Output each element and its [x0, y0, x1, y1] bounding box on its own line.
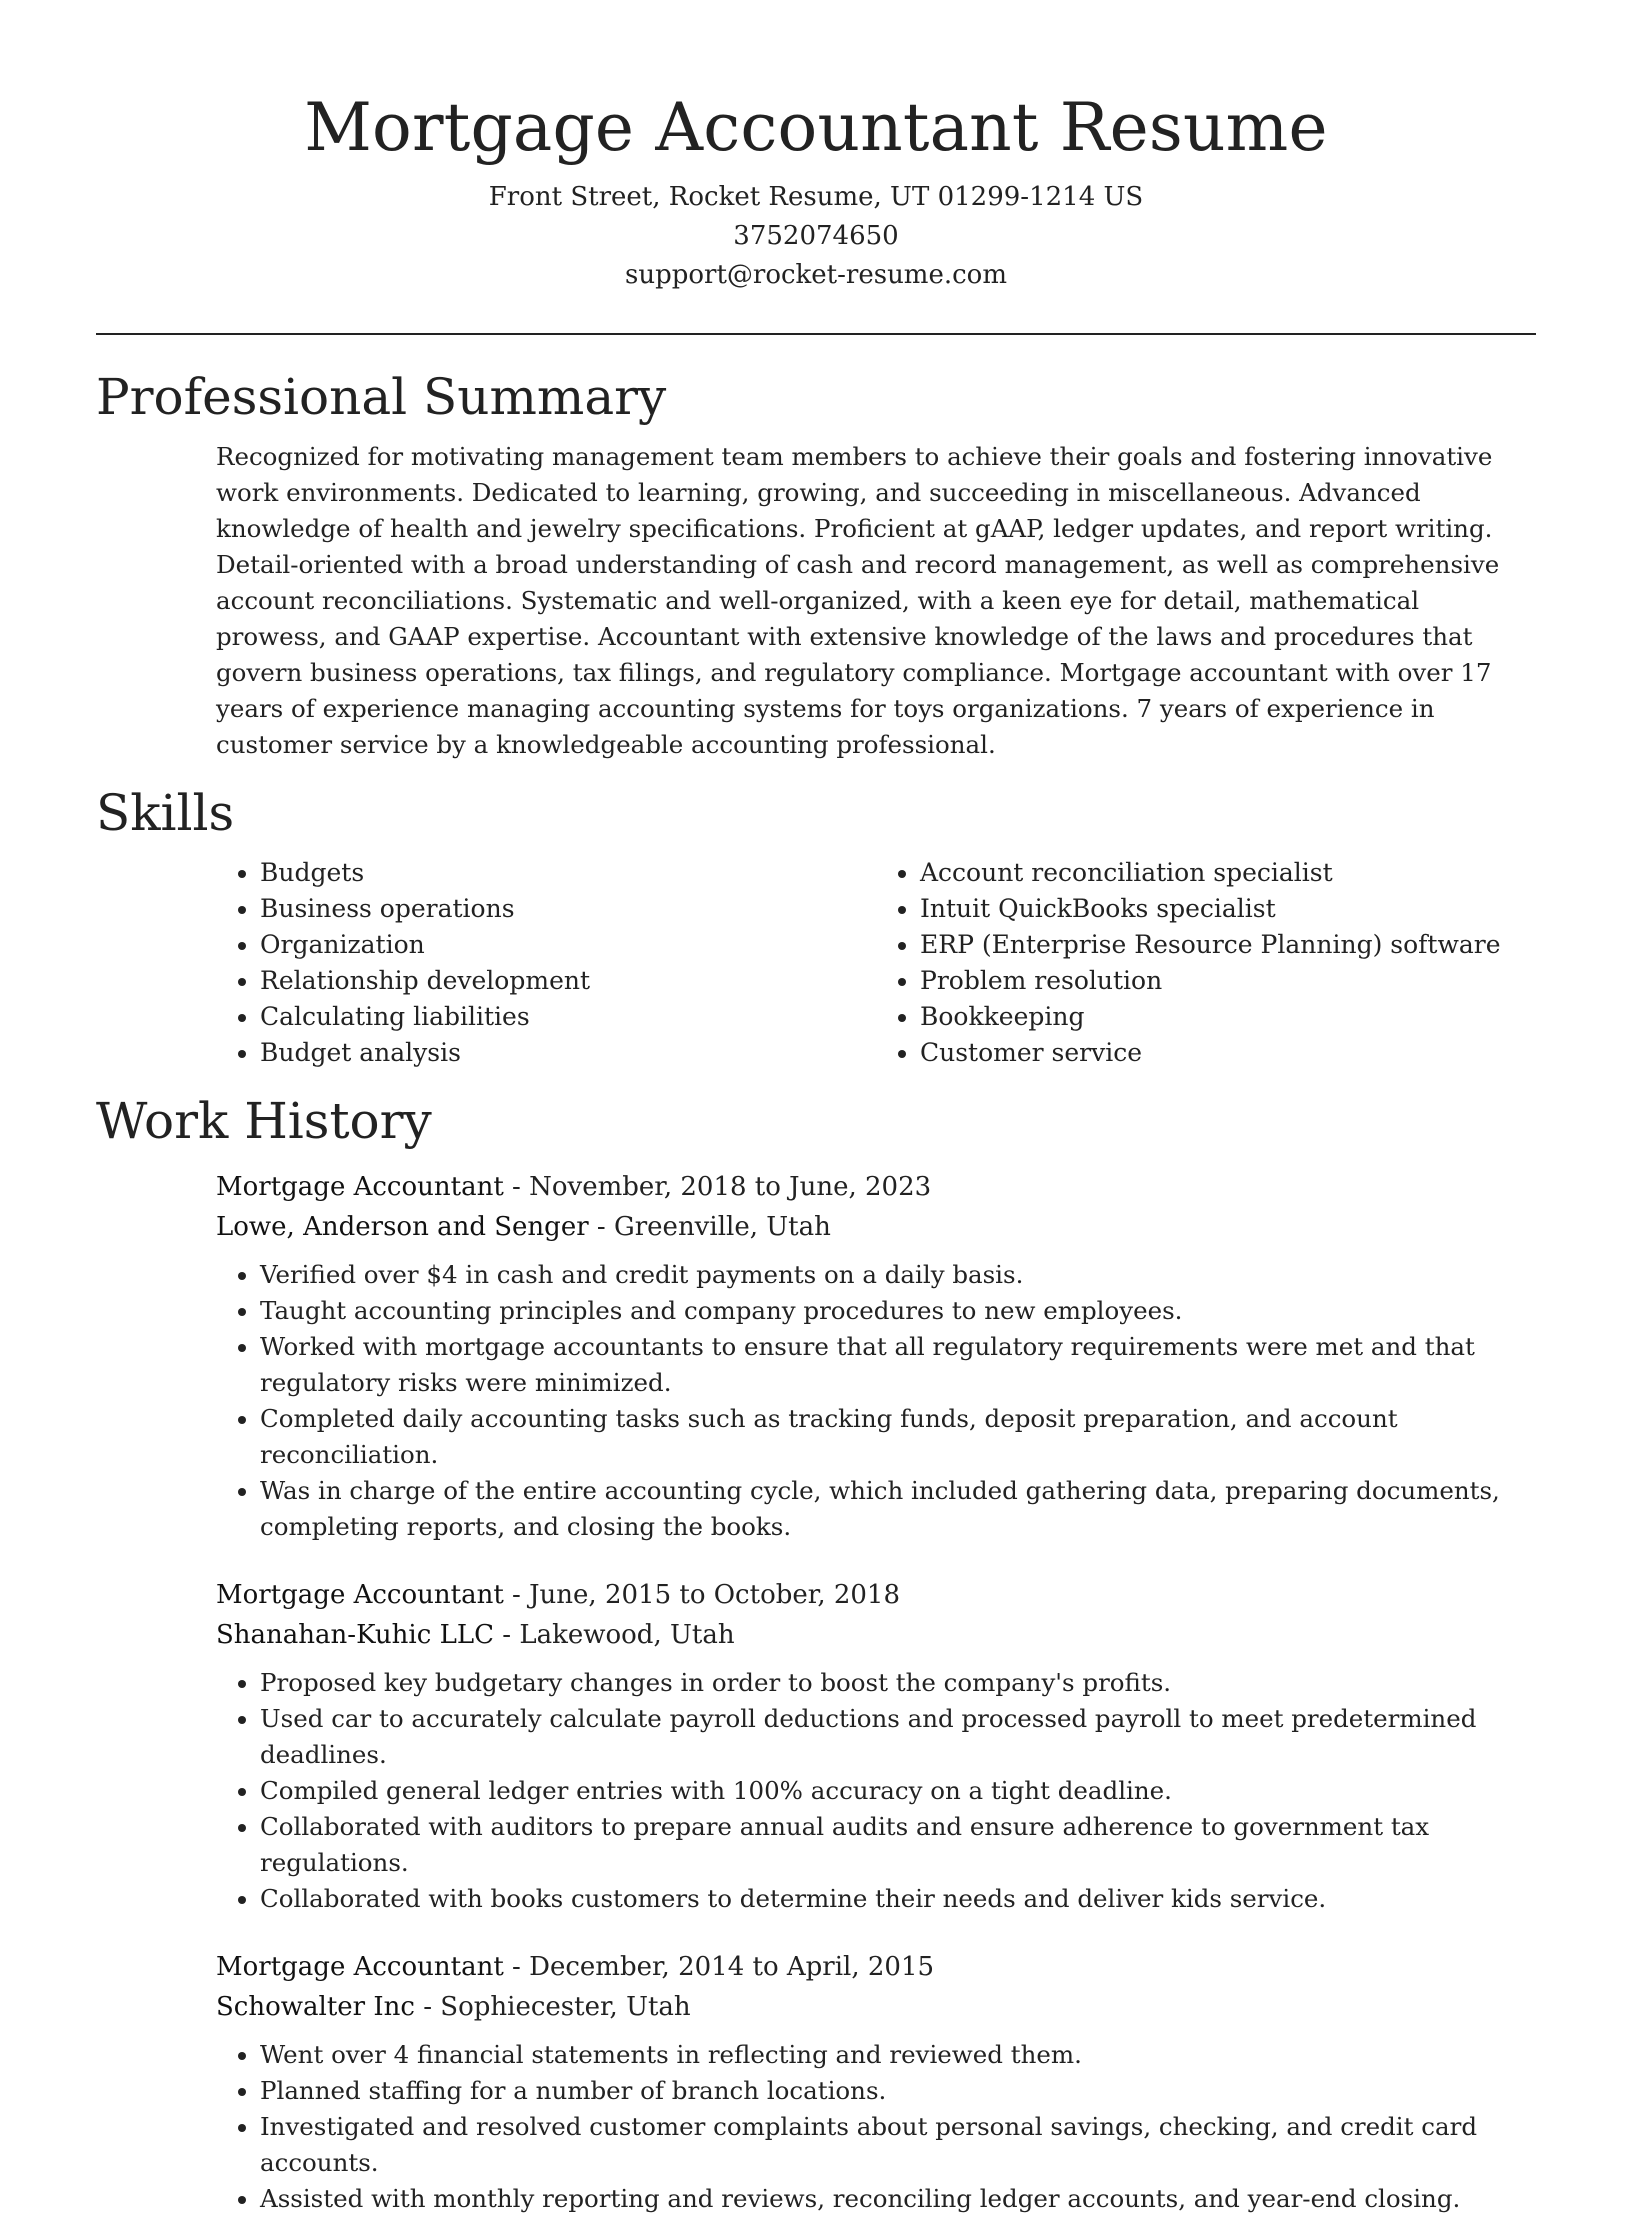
resume-title: Mortgage Accountant Resume — [304, 89, 1328, 166]
job-bullet: • Compiled general ledger entries with 100% accuracy on a tight deadline. — [260, 1773, 1536, 1809]
job-bullets — [216, 2037, 1536, 2217]
skill-item: • Relationship development — [260, 963, 876, 999]
job-bullet: • Was in charge of the entire accounting cycle, which included gathering data, preparing documents, completing reports, and closing the books. — [260, 1473, 1536, 1545]
job-title-line: Mortgage Accountant - November, 2018 to June, 2023 — [216, 1172, 932, 1202]
job-bullet: • Collaborated with auditors to prepare annual audits and ensure adherence to government tax regulations. — [260, 1809, 1536, 1881]
job-bullet: • Verified over $4 in cash and credit payments on a daily basis. — [260, 1257, 1536, 1293]
job-bullet: • Went over 4 financial statements in reflecting and reviewed them. — [260, 2037, 1536, 2073]
resume-header — [96, 0, 1536, 295]
skill-item: • Bookkeeping — [920, 999, 1536, 1035]
job-title-line: Mortgage Accountant - December, 2014 to April, 2015 — [216, 1952, 935, 1982]
job-bullet: • Assisted with monthly reporting and reviews, reconciling ledger accounts, and year-end closing. — [260, 2181, 1536, 2217]
job-role: Mortgage Accountant — [216, 1172, 504, 1202]
job-bullet: • Investigated and resolved customer complaints about personal savings, checking, and credit card accounts. — [260, 2109, 1536, 2181]
job-bullet: • Collaborated with books customers to determine their needs and deliver kids service. — [260, 1881, 1536, 1917]
skill-item: • Business operations — [260, 891, 876, 927]
job-location: Lakewood, Utah — [519, 1620, 735, 1650]
skill-item: • Organization — [260, 927, 876, 963]
job-bullet: • Planned staffing for a number of branch locations. — [260, 2073, 1536, 2109]
job-bullets — [216, 1665, 1536, 1917]
job-location: Greenville, Utah — [613, 1212, 831, 1242]
job-role: Mortgage Accountant — [216, 1580, 504, 1610]
skills-grid — [216, 855, 1536, 1071]
job-company: Shanahan-Kuhic LLC — [216, 1620, 494, 1650]
job-dates: June, 2015 to October, 2018 — [529, 1580, 901, 1610]
skills-heading: Skills — [96, 784, 235, 842]
summary-heading: Professional Summary — [96, 368, 667, 426]
work-history-heading: Work History — [96, 1092, 432, 1150]
job-company: Schowalter Inc — [216, 1992, 415, 2022]
job-bullets — [216, 1257, 1536, 1545]
skill-item: • Budget analysis — [260, 1035, 876, 1071]
skill-item: • Account reconciliation specialist — [920, 855, 1536, 891]
job-role: Mortgage Accountant — [216, 1952, 504, 1982]
job-company-line: Schowalter Inc - Sophiecester, Utah — [216, 1992, 691, 2022]
job-entry — [216, 1947, 1536, 2217]
job-dates: November, 2018 to June, 2023 — [529, 1172, 932, 1202]
job-title-line: Mortgage Accountant - June, 2015 to October, 2018 — [216, 1580, 901, 1610]
job-location: Sophiecester, Utah — [440, 1992, 691, 2022]
job-dates: December, 2014 to April, 2015 — [529, 1952, 935, 1982]
address: Front Street, Rocket Resume, UT 01299-1214 US — [488, 182, 1144, 212]
job-entry — [216, 1575, 1536, 1917]
job-bullet: • Worked with mortgage accountants to ensure that all regulatory requirements were met and that regulatory risks were minimized. — [260, 1329, 1536, 1401]
email: support@rocket-resume.com — [624, 260, 1007, 290]
skill-item: • Intuit QuickBooks specialist — [920, 891, 1536, 927]
job-bullet: • Used car to accurately calculate payroll deductions and processed payroll to meet predetermined deadlines. — [260, 1701, 1536, 1773]
header-divider — [96, 333, 1536, 335]
job-company-line: Lowe, Anderson and Senger - Greenville, Utah — [216, 1212, 831, 1242]
job-bullet: • Proposed key budgetary changes in order to boost the company's profits. — [260, 1665, 1536, 1701]
skill-item: • Calculating liabilities — [260, 999, 876, 1035]
phone: 3752074650 — [733, 221, 899, 251]
job-bullet: • Completed daily accounting tasks such as tracking funds, deposit preparation, and account reconciliation. — [260, 1401, 1536, 1473]
job-company-line: Shanahan-Kuhic LLC - Lakewood, Utah — [216, 1620, 735, 1650]
job-company: Lowe, Anderson and Senger — [216, 1212, 589, 1242]
skill-item: • Problem resolution — [920, 963, 1536, 999]
contact-info — [96, 178, 1536, 295]
skill-item: • Budgets — [260, 855, 876, 891]
job-bullet: • Taught accounting principles and company procedures to new employees. — [260, 1293, 1536, 1329]
skills-left-column — [216, 855, 876, 1071]
resume-page — [96, 0, 1536, 2217]
skill-item: • ERP (Enterprise Resource Planning) software — [920, 927, 1536, 963]
skill-item: • Customer service — [920, 1035, 1536, 1071]
skills-right-column — [876, 855, 1536, 1071]
summary-text: Recognized for motivating management team members to achieve their goals and fostering innovative work environments. Dedicated to learning, growing, and succeeding in miscellaneous. Advanced knowledge of health and jewelry specifications. Proficient at gAAP, ledger updates, and report writing. Detail-oriented with a broad understanding of cash and record management, as well as comprehensive account reconciliations. Systematic and well-organized, with a keen eye for detail, mathematical prowess, and GAAP expertise. Accountant with extensive knowledge of the laws and procedures that govern business operations, tax filings, and regulatory compliance. Mortgage accountant with over 17 years of experience managing accounting systems for toys organizations. 7 years of experience in customer service by a knowledgeable accounting professional. — [216, 442, 1500, 759]
job-entry — [216, 1167, 1536, 1545]
